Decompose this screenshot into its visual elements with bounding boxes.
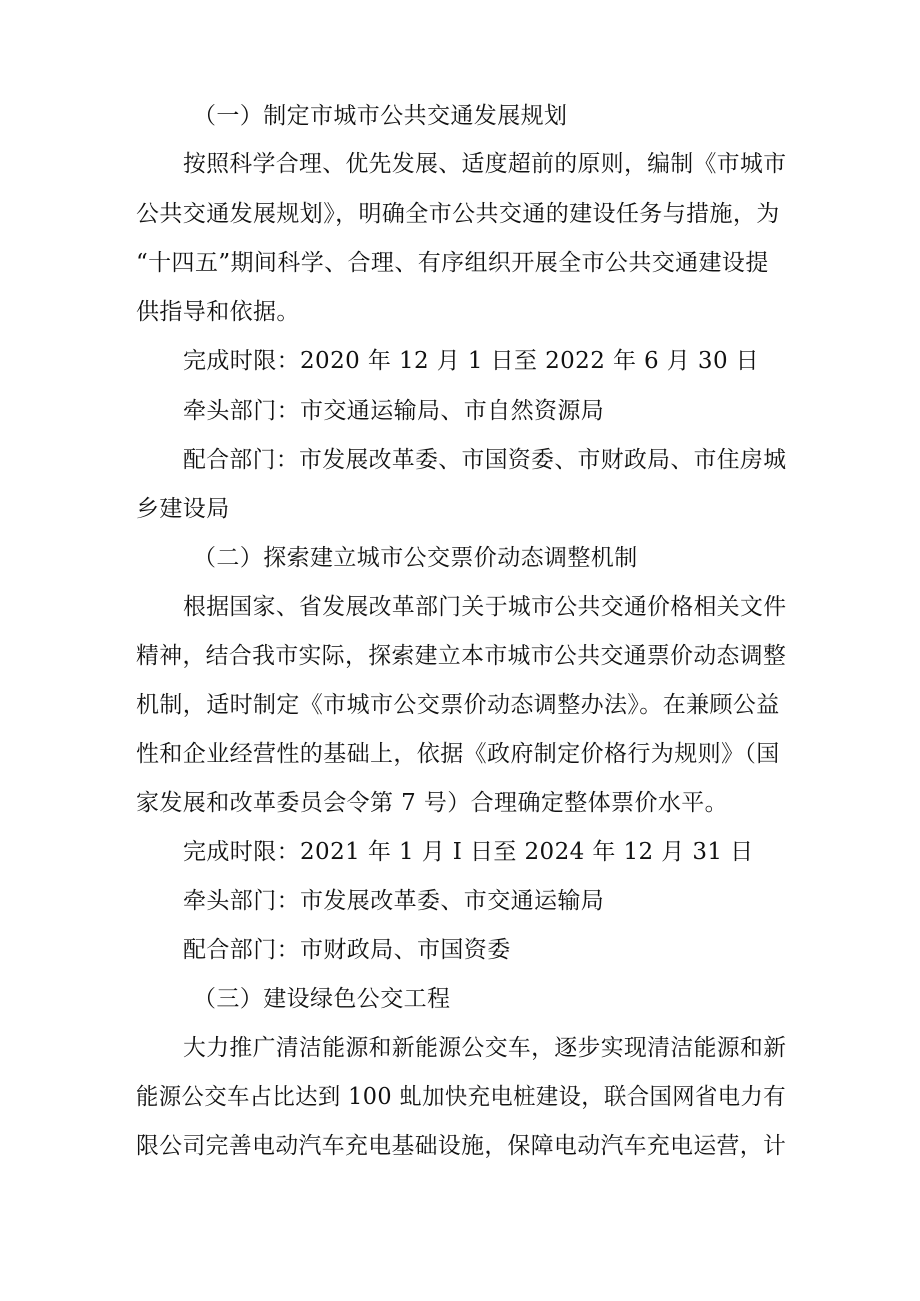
paragraph-line: 机制，适时制定《市城市公交票价动态调整办法》。在兼顾公益 xyxy=(136,692,780,718)
lead-department-line: 牵头部门：市发展改革委、市交通运输局 xyxy=(183,888,605,914)
section-heading-2: （二）探索建立城市公交票价动态调整机制 xyxy=(193,545,638,571)
section-heading-3: （三）建设绿色公交工程 xyxy=(193,986,451,1012)
paragraph-line: 精神，结合我市实际，探索建立本市城市公共交通票价动态调整 xyxy=(136,643,787,669)
section-heading-1: （一）制定市城市公共交通发展规划 xyxy=(193,103,568,129)
paragraph-line: “十四五”期间科学、合理、有序组织开展全市公共交通建设提 xyxy=(136,250,769,276)
paragraph-line: 限公司完善电动汽车充电基础设施，保障电动汽车充电运营，计 xyxy=(136,1133,787,1159)
lead-department-line: 牵头部门：市交通运输局、市自然资源局 xyxy=(183,398,605,424)
cooperating-department-line: 配合部门：市财政局、市国资委 xyxy=(183,937,511,963)
paragraph-line: 公共交通发展规划》，明确全市公共交通的建设任务与措施，为 xyxy=(136,201,780,227)
paragraph-line: 按照科学合理、优先发展、适度超前的原则，编制《市城市 xyxy=(183,151,787,177)
cooperating-department-line: 配合部门：市发展改革委、市国资委、市财政局、市住房城 xyxy=(183,447,787,473)
paragraph-line: 家发展和改革委员会令第 7 号）合理确定整体票价水平。 xyxy=(136,790,729,816)
paragraph-line: 根据国家、省发展改革部门关于城市公共交通价格相关文件 xyxy=(183,594,787,620)
deadline-line: 完成时限：2021 年 1 月 I 日至 2024 年 12 月 31 日 xyxy=(183,839,754,865)
paragraph-line: 性和企业经营性的基础上，依据《政府制定价格行为规则》（国 xyxy=(136,741,780,767)
deadline-line: 完成时限：2020 年 12 月 1 日至 2022 年 6 月 30 日 xyxy=(183,348,760,374)
paragraph-line: 供指导和依据。 xyxy=(136,299,300,325)
paragraph-line: 大力推广清洁能源和新能源公交车，逐步实现清洁能源和新 xyxy=(183,1035,787,1061)
cooperating-department-line: 乡建设局 xyxy=(136,496,230,522)
paragraph-line: 能源公交车占比达到 100 虬加快充电桩建设，联合国网省电力有 xyxy=(136,1084,786,1110)
